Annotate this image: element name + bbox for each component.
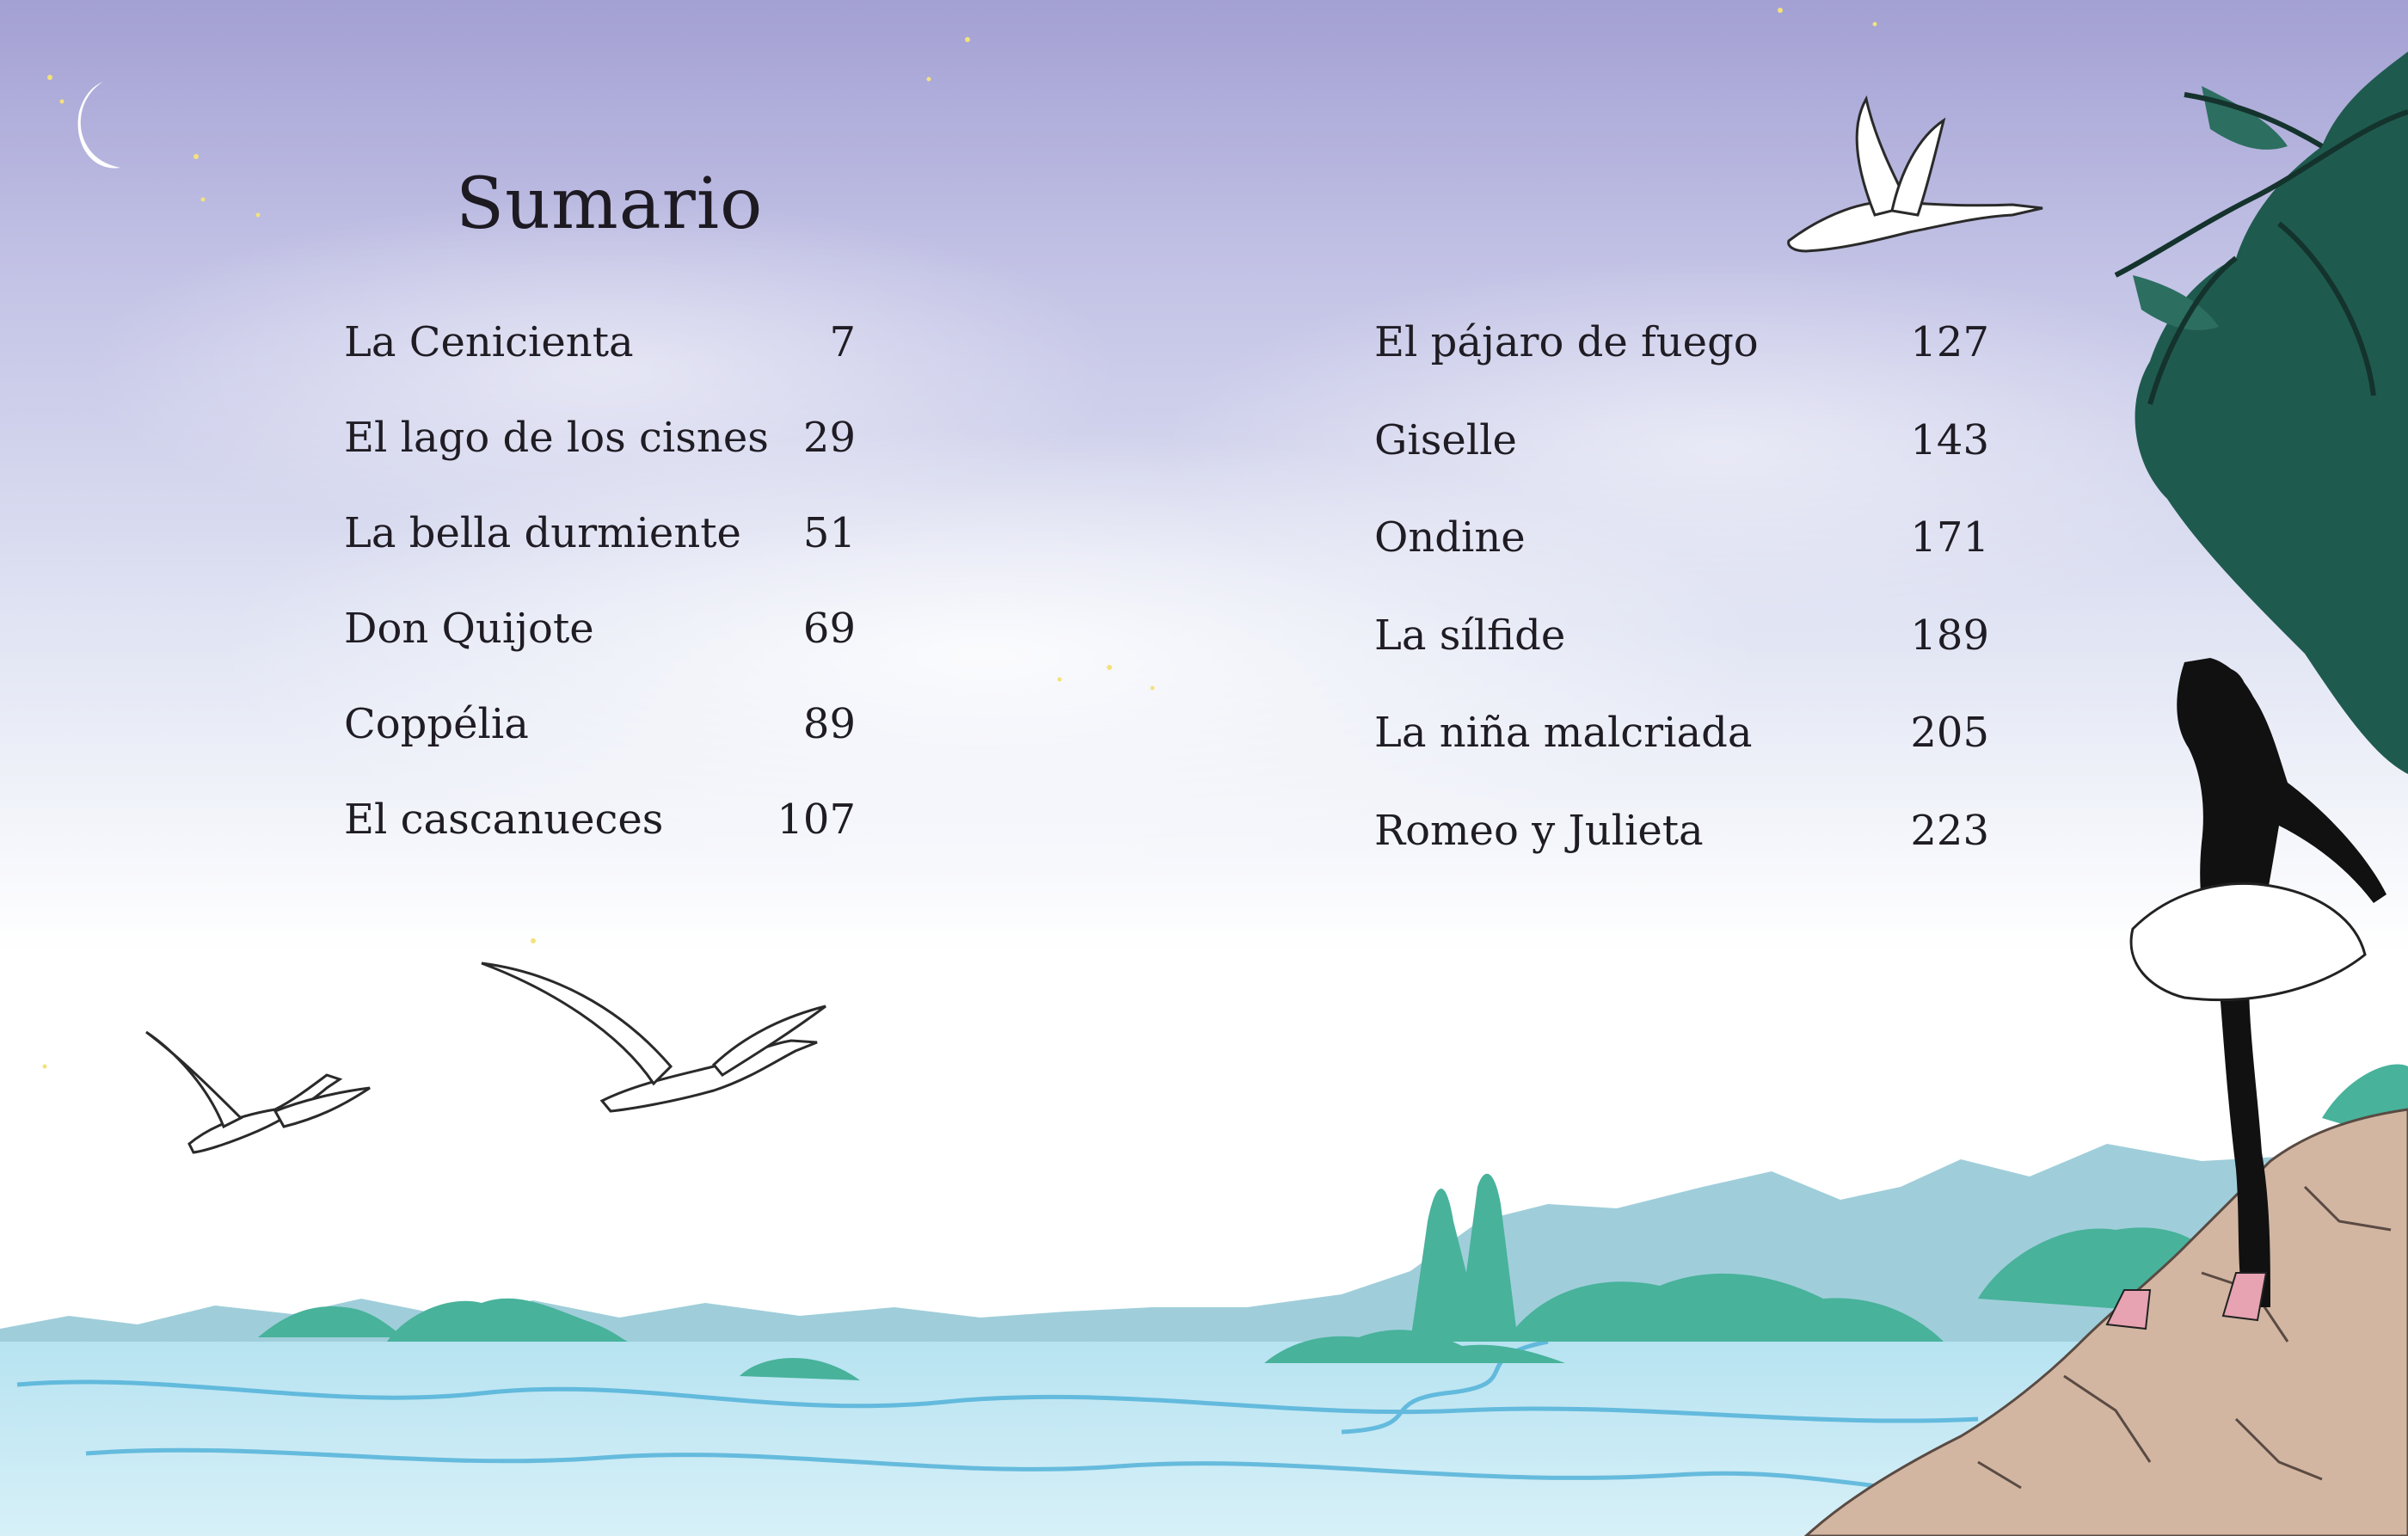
toc-entry-page: 51: [802, 509, 856, 557]
toc-entry-page: 223: [1910, 806, 1989, 855]
toc-entry-title: La bella durmiente: [344, 509, 741, 557]
toc-entry[interactable]: [344, 796, 856, 891]
toc-entry-title: El cascanueces: [344, 796, 664, 844]
toc-entry-title: La sílfide: [1374, 611, 1566, 660]
toc-entry-title: Romeo y Julieta: [1374, 806, 1704, 855]
toc-entry-title: Ondine: [1374, 513, 1526, 562]
toc-entry[interactable]: [344, 509, 856, 605]
toc-entry[interactable]: [344, 700, 856, 796]
toc-entry-page: 29: [802, 414, 856, 462]
toc-entry-page: 107: [777, 796, 856, 844]
toc-entry-page: 189: [1910, 611, 1989, 660]
toc-entry[interactable]: [344, 318, 856, 414]
toc-entry-title: Giselle: [1374, 415, 1517, 464]
toc-entry-title: La niña malcriada: [1374, 709, 1753, 757]
toc-entry[interactable]: [344, 605, 856, 700]
toc-entry-title: La Cenicienta: [344, 318, 634, 366]
toc-entry[interactable]: [1374, 807, 1989, 905]
toc-entry-page: 171: [1910, 513, 1989, 562]
toc-entry-page: 89: [802, 700, 856, 748]
toc-entry[interactable]: [1374, 513, 1989, 611]
toc-entry-page: 69: [802, 605, 856, 653]
toc-entry[interactable]: [1374, 709, 1989, 807]
toc-column-left: [344, 318, 856, 891]
toc-entry-page: 205: [1910, 709, 1989, 757]
toc-entry-title: El pájaro de fuego: [1374, 318, 1759, 366]
toc-entry-title: El lago de los cisnes: [344, 414, 769, 462]
toc-entry-title: Don Quijote: [344, 605, 594, 653]
toc-entry-page: 127: [1910, 318, 1989, 366]
toc-entry-page: 7: [829, 318, 856, 366]
toc-entry[interactable]: [1374, 416, 1989, 514]
toc-entry[interactable]: [1374, 318, 1989, 416]
toc-entry-title: Coppélia: [344, 700, 529, 748]
toc-entry[interactable]: [344, 414, 856, 509]
page-title: Sumario: [456, 163, 764, 245]
toc-column-right: [1374, 318, 1989, 904]
toc-entry[interactable]: [1374, 611, 1989, 710]
toc-entry-page: 143: [1910, 415, 1989, 464]
